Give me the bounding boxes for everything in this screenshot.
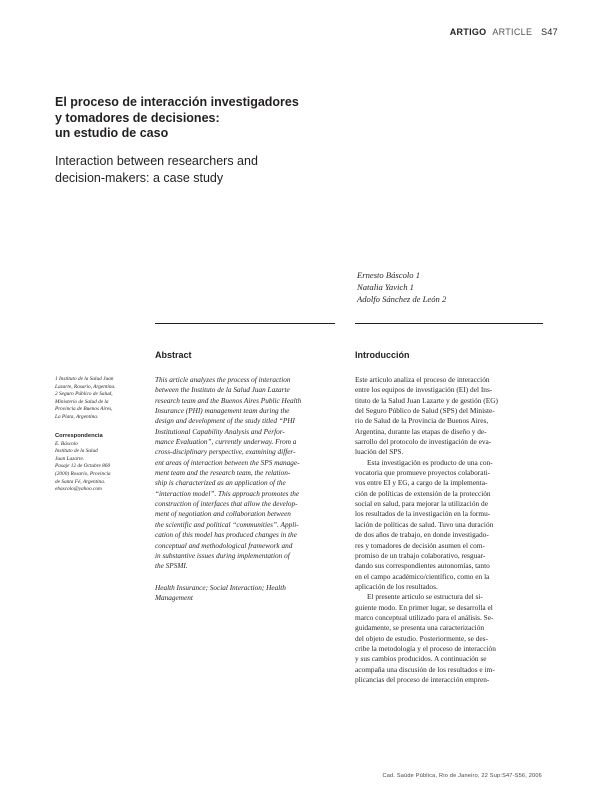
intro-line: del objeto de estudio. Posteriormente, se des- xyxy=(355,633,488,643)
intro-line: El presente artículo se estructura del si- xyxy=(367,592,483,602)
intro-line: lación de políticas de salud. Tuvo una duración xyxy=(355,519,494,529)
page-number: S47 xyxy=(541,27,558,37)
author: Natalia Yavich 1 xyxy=(357,282,414,292)
abstract-line: “interaction model”. This approach promotes the xyxy=(155,489,300,498)
intro-heading: Introducción xyxy=(355,350,410,360)
correspondence-line: de Santa Fé, Argentina. xyxy=(55,478,106,485)
title-line: decision-makers: a case study xyxy=(55,170,224,185)
affiliation-line: Ministerio de Salud de la xyxy=(55,398,109,405)
abstract-line: ship is characterized as an application of the xyxy=(155,479,286,488)
correspondence-heading: Correspondencia xyxy=(55,433,103,439)
correspondence xyxy=(55,433,145,494)
abstract-line: construction of interfaces that allow the develop- xyxy=(155,500,298,509)
intro-line: ción de políticas de extensión de la protección xyxy=(355,488,491,498)
affiliation-line: Lazarte, Rosario, Argentina. xyxy=(55,383,116,390)
running-header xyxy=(450,27,558,37)
abstract-line: Institutional Capability Analysis and Perfor- xyxy=(155,427,285,436)
title-english xyxy=(55,153,385,186)
intro-line: vos entre EI y EG, a cargo de la implementa- xyxy=(355,478,488,488)
affiliation-line: Provincia de Buenos Aires, xyxy=(55,406,113,413)
keywords xyxy=(155,583,345,604)
abstract-line: ment team and the research team, the relation- xyxy=(155,469,291,478)
section-label-en: ARTICLE xyxy=(492,27,533,37)
affiliations xyxy=(55,376,145,422)
abstract-line: between the Instituto de la Salud Juan Lazarte xyxy=(155,386,290,395)
abstract-line: design and development of the study titled “PHI xyxy=(155,417,295,426)
abstract-line: in substantive issues during implementation of xyxy=(155,551,290,560)
intro-line: sarrollo del protocolo de investigación de eva- xyxy=(355,437,492,447)
abstract-line: ment of negotiation and collaboration between xyxy=(155,510,291,519)
abstract-line: the scientific and political “communities”. Appli- xyxy=(155,520,299,529)
abstract-line: This article analyzes the process of interaction xyxy=(155,376,291,384)
correspondence-line: (2000) Rosario, Provincia xyxy=(55,470,111,477)
intro-line: guidamente, se presenta una caracterización xyxy=(355,623,485,633)
author: Adolfo Sánchez de León 2 xyxy=(357,294,447,304)
intro-text xyxy=(355,375,547,685)
intro-line: Esta investigación es producto de una con- xyxy=(367,457,493,467)
abstract-line: ent areas of interaction between the SPS manage- xyxy=(155,458,300,467)
abstract-line: Insurance (PHI) management team during the xyxy=(155,407,290,416)
abstract-line: research team and the Buenos Aires Public Health xyxy=(155,396,302,405)
intro-line: plicancias del proceso de interacción empren- xyxy=(355,674,490,684)
abstract-line: mance Evaluation”, currently underway. From a xyxy=(155,438,297,447)
abstract-line: cross-disciplinary perspective, examining differ- xyxy=(155,448,296,457)
abstract-line: the SPSMI. xyxy=(155,562,188,571)
intro-line: cribe la metodología y el proceso de interacción xyxy=(355,643,496,653)
title-line: un estudio de caso xyxy=(55,126,169,140)
author: Ernesto Báscolo 1 xyxy=(357,270,421,280)
intro-line: de dos años de trabajo, en donde investigado- xyxy=(355,530,489,540)
title-line: Interaction between researchers and xyxy=(55,154,258,168)
title-spanish xyxy=(55,95,345,142)
intro-line: promiso de un trabajo colaborativo, resguar- xyxy=(355,550,486,560)
abstract-line: cation of this model has produced changes in the xyxy=(155,531,297,540)
intro-line: del Seguro Público de Salud (SPS) del Ministe- xyxy=(355,406,495,416)
intro-line: Argentina, durante las etapas de diseño y de- xyxy=(355,426,487,436)
intro-line: los resultados de la investigación en la formu- xyxy=(355,509,491,519)
intro-line: entre los equipos de investigación (EI) del Ins- xyxy=(355,385,493,395)
author-list xyxy=(357,269,446,305)
affiliation-line: 2 Seguro Público de Salud, xyxy=(55,391,113,398)
intro-line: acompaña una discusión de los resultados e im- xyxy=(355,664,495,674)
intro-line: rio de Salud de la Provincia de Buenos Aires, xyxy=(355,416,489,426)
intro-line: aplicación de los resultados. xyxy=(355,581,438,591)
correspondence-line: Instituto de la Salud xyxy=(55,448,98,455)
intro-line: y sus cambios producidos. A continuación se xyxy=(355,654,487,664)
section-label-pt: ARTIGO xyxy=(449,27,487,37)
abstract-text xyxy=(155,375,345,603)
intro-line: en el campo académico/científico, como en la xyxy=(355,571,490,581)
abstract-divider xyxy=(155,323,335,324)
citation-footer: Cad. Saúde Pública, Rio de Janeiro, 22 Sup:S47-S56, 2006 xyxy=(382,773,542,779)
correspondence-email[interactable]: ebascolo@yahoo.com xyxy=(55,486,102,493)
correspondence-line: Juan Lazarte. xyxy=(55,455,85,462)
abstract-line: conceptual and methodological framework and xyxy=(155,541,293,550)
intro-divider xyxy=(355,323,543,324)
affiliation-line: 1 Instituto de la Salud Juan xyxy=(55,376,114,382)
intro-line: guiente modo. En primer lugar, se desarrolla el xyxy=(355,602,493,612)
abstract-heading: Abstract xyxy=(155,350,192,360)
intro-line: res y tomadores de decisión asumen el com- xyxy=(355,540,485,550)
keywords-line: Health Insurance; Social Interaction; Health xyxy=(155,583,286,592)
intro-line: marco conceptual utilizado para el análisis. Se- xyxy=(355,612,494,622)
affiliation-line: La Plata, Argentina. xyxy=(55,413,99,420)
intro-line: dando sus correspondientes autonomías, tanto xyxy=(355,561,490,571)
intro-line: social en salud, para mejorar la utilización de xyxy=(355,499,488,509)
correspondence-line: Pasaje 12 de Octubre 860 xyxy=(55,463,111,470)
keywords-line: Management xyxy=(155,593,193,602)
title-line: El proceso de interacción investigadores xyxy=(55,95,299,109)
correspondence-line: E. Báscolo xyxy=(55,440,78,447)
intro-line: Este artículo analiza el proceso de interacción xyxy=(355,375,490,384)
intro-line: tituto de la Salud Juan Lazarte y de gestión (EG) xyxy=(355,395,498,405)
title-line: y tomadores de decisiones: xyxy=(55,110,220,125)
intro-line: vocatoria que promueve proyectos colaborati- xyxy=(355,468,490,478)
intro-line: luación del SPS. xyxy=(355,447,404,457)
